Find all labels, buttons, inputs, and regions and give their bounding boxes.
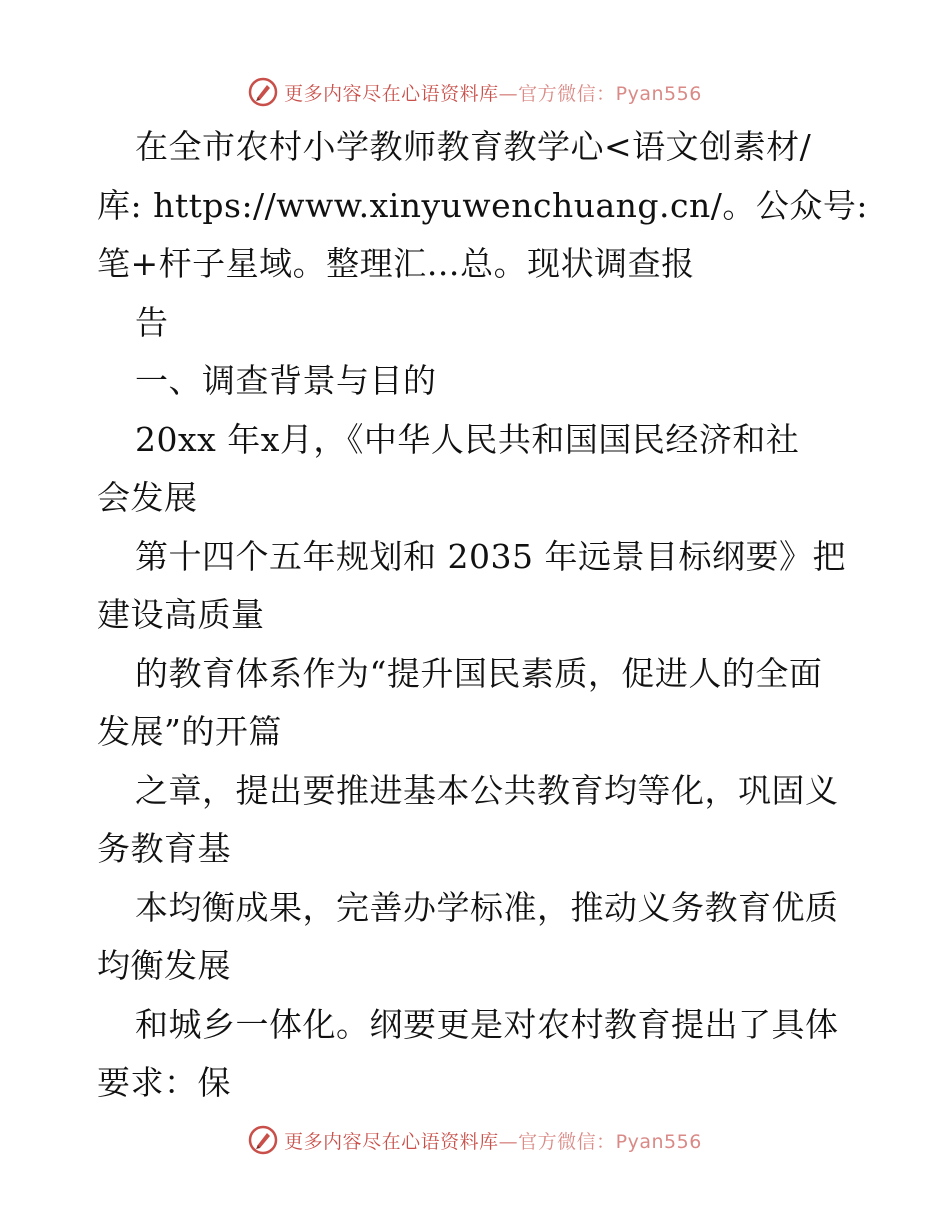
section-heading: 一、调查背景与目的 bbox=[135, 361, 437, 400]
watermark-secondary: —官方微信：Pyan556 bbox=[498, 82, 702, 105]
body-line: 发展”的开篇 bbox=[97, 712, 282, 751]
watermark-main: 更多内容尽在心语资料库 bbox=[284, 1130, 499, 1153]
body-line: 笔+杆子星域。整理汇…总。现状调查报 bbox=[97, 244, 695, 283]
body-line: 本均衡成果，完善办学标准，推动义务教育优质 bbox=[135, 887, 839, 927]
watermark-main: 更多内容尽在心语资料库 bbox=[284, 82, 499, 105]
footer-watermark bbox=[0, 1120, 950, 1160]
body-line: 之章，提出要推进基本公共教育均等化，巩固义 bbox=[135, 770, 839, 810]
body-line: 和城乡一体化。纲要更是对农村教育提出了具体 bbox=[135, 1004, 839, 1044]
body-line: 会发展 bbox=[97, 478, 198, 517]
body-line: 第十四个五年规划和 2035 年远景目标纲要》把 bbox=[135, 536, 846, 576]
document-body bbox=[97, 118, 868, 1113]
pen-logo-icon bbox=[248, 1125, 278, 1155]
pen-logo-icon bbox=[248, 77, 278, 107]
body-line: 在全市农村小学教师教育教学心<语文创素材/ bbox=[135, 127, 812, 166]
body-line: 库: https://www.xinyuwenchuang.cn/。公众号: bbox=[97, 185, 868, 225]
watermark-text bbox=[284, 1127, 702, 1154]
watermark-secondary: —官方微信：Pyan556 bbox=[498, 1130, 702, 1153]
body-line: 告 bbox=[135, 302, 169, 342]
body-line: 务教育基 bbox=[97, 829, 231, 868]
header-watermark bbox=[0, 72, 950, 112]
body-line: 20xx 年x月，《中华人民共和国国民经济和社 bbox=[135, 419, 800, 459]
body-line: 要求：保 bbox=[97, 1063, 231, 1102]
watermark-text bbox=[284, 79, 702, 106]
body-line: 的教育体系作为“提升国民素质，促进人的全面 bbox=[135, 653, 823, 693]
body-line: 建设高质量 bbox=[97, 595, 265, 634]
body-line: 均衡发展 bbox=[97, 946, 231, 985]
